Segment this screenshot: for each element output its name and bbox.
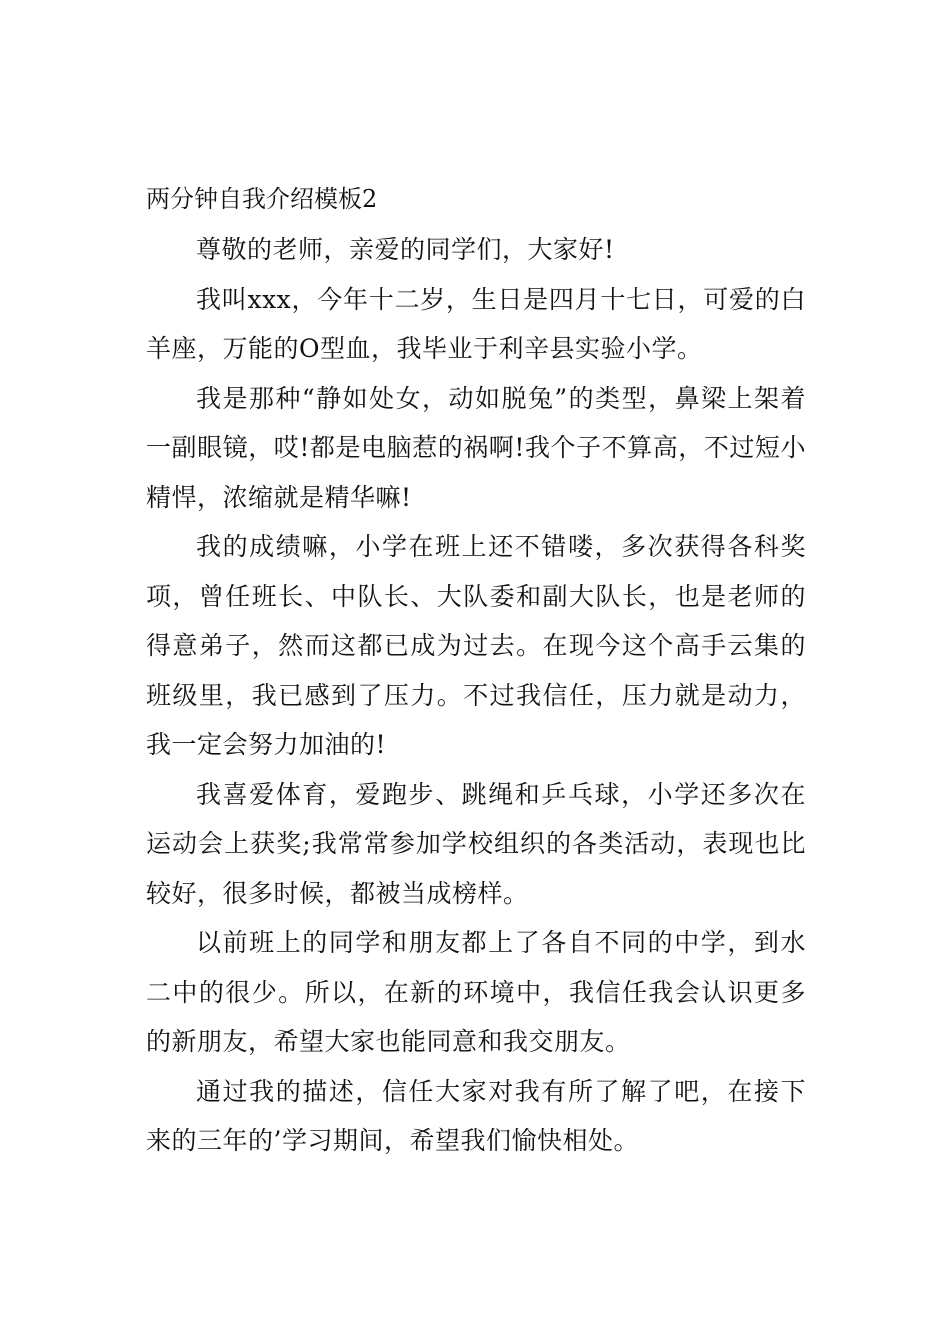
paragraph-grades: 我的成绩嘛，小学在班上还不错喽，多次获得各科奖项，曾任班长、中队长、大队委和副大队长，也是老师的得意弟子，然而这都已成为过去。在现今这个高手云集的班级里，我已感到了压力。不过我信任，压力就是动力，我一定会努力加油的! (146, 532, 806, 759)
paragraph-basic-info: 我叫xxx，今年十二岁，生日是四月十七日，可爱的白羊座，万能的O型血，我毕业于利辛县实验小学。 (146, 284, 806, 363)
paragraph-new-friends: 以前班上的同学和朋友都上了各自不同的中学，到水二中的很少。所以，在新的环境中，我信任我会认识更多的新朋友，希望大家也能同意和我交朋友。 (146, 928, 806, 1056)
document-title: 两分钟自我介绍模板2 (146, 185, 378, 213)
paragraph-personality: 我是那种“静如处女，动如脱兔”的类型，鼻梁上架着一副眼镜，哎!都是电脑惹的祸啊!我个子不算高，不过短小精悍，浓缩就是精华嘛! (146, 383, 806, 512)
paragraph-closing: 通过我的描述，信任大家对我有所了解了吧，在接下来的三年的’学习期间，希望我们愉快相处。 (146, 1076, 806, 1155)
document-body (146, 173, 806, 1166)
paragraph-greeting: 尊敬的老师，亲爱的同学们，大家好! (196, 235, 615, 264)
paragraph-hobbies: 我喜爱体育，爱跑步、跳绳和乒乓球，小学还多次在运动会上获奖;我常常参加学校组织的各类活动，表现也比较好，很多时候，都被当成榜样。 (146, 779, 806, 908)
